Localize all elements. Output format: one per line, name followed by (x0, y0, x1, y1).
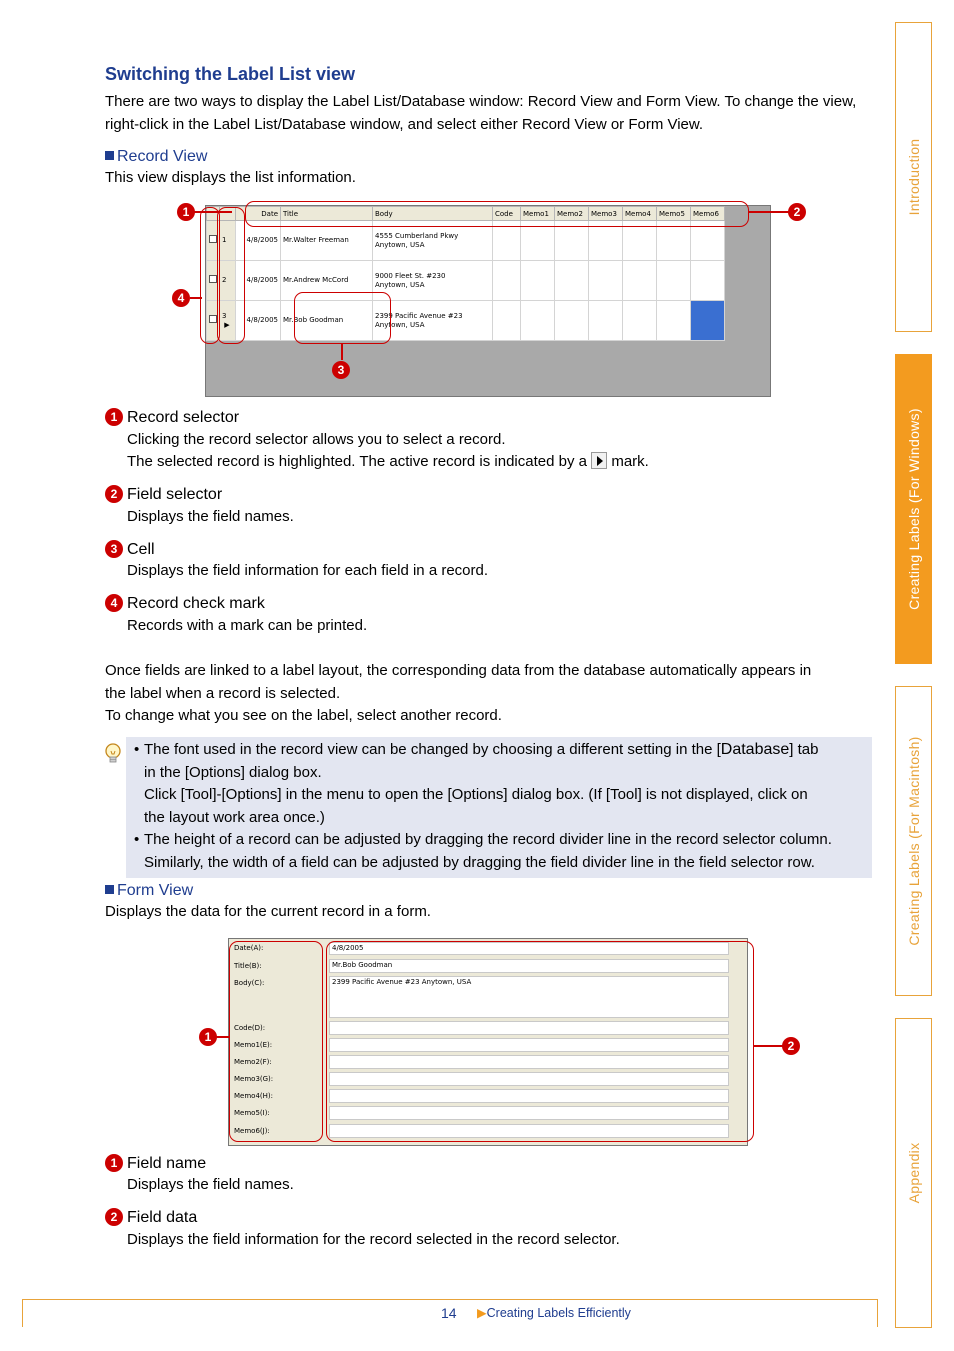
tab-macintosh-label: Creating Labels (For Macintosh) (905, 736, 922, 946)
record-view-screenshot (205, 205, 771, 397)
cell-selected[interactable] (691, 301, 725, 341)
item-number: 3 (105, 540, 123, 558)
tip-text: Similarly, the width of a field can be adjusted by dragging the field divider line in the field selector row. (144, 853, 815, 871)
column-header[interactable]: Memo2 (555, 207, 589, 221)
callout-number: 2 (782, 1037, 800, 1055)
section-intro: There are two ways to display the Label List/Database window: Record View and Form View. To change the view, right-click in the Label List/Database window, and select either Record View or Form View. (105, 93, 857, 133)
cell[interactable]: 4555 Cumberland Pkwy Anytown, USA (373, 221, 493, 261)
tab-appendix[interactable] (895, 1018, 932, 1328)
cell[interactable] (589, 261, 623, 301)
lightbulb-icon (104, 742, 122, 768)
record-selector-active[interactable]: 3 ▶ (220, 301, 236, 341)
table-row[interactable] (207, 261, 725, 301)
callout-number: 1 (199, 1028, 217, 1046)
field-name: Memo3(G): (234, 1075, 274, 1083)
cell[interactable]: Mr.Bob Goodman (281, 301, 373, 341)
form-view-heading: Form View (105, 882, 193, 900)
arrow-right-icon: ▶ (477, 1306, 487, 1320)
column-header[interactable]: Memo6 (691, 207, 725, 221)
section-title: Switching the Label List view (105, 64, 356, 84)
callout-field-selector (245, 201, 749, 227)
item-field-data-desc: Displays the field information for the record selected in the record selector. (127, 1231, 620, 1248)
tab-introduction-label: Introduction (905, 138, 922, 216)
item-record-selector: 1 Record selector (105, 408, 239, 427)
callout-number: 1 (177, 203, 195, 221)
item-field-name: 1 Field name (105, 1154, 206, 1173)
paragraph-line: Once fields are linked to a label layout, the corresponding data from the database automatically appears in (105, 662, 812, 679)
callout-number: 4 (172, 289, 190, 307)
square-bullet-icon (105, 885, 114, 894)
item-field-selector-desc: Displays the field names. (127, 508, 294, 525)
item-number: 1 (105, 1154, 123, 1172)
callout-number: 3 (332, 361, 350, 379)
item-cell: 3 Cell (105, 540, 155, 559)
field-data[interactable]: 4/8/2005 (329, 942, 729, 955)
cell[interactable] (657, 261, 691, 301)
active-record-marker-icon (591, 452, 607, 469)
column-header[interactable]: Memo5 (657, 207, 691, 221)
field-name: Code(D): (234, 1024, 266, 1032)
field-name: Memo1(E): (234, 1041, 273, 1049)
cell[interactable] (589, 301, 623, 341)
item-record-check-mark-desc: Records with a mark can be printed. (127, 617, 368, 634)
cell[interactable] (623, 301, 657, 341)
callout-number: 2 (788, 203, 806, 221)
page-number: 14 (441, 1305, 457, 1321)
tab-introduction[interactable] (895, 22, 932, 332)
callout-line (754, 1045, 784, 1047)
column-header[interactable]: Title (281, 207, 373, 221)
active-record-arrow-icon: ▶ (224, 320, 230, 329)
cell[interactable]: 4/8/2005 (236, 261, 281, 301)
field-name: Memo4(H): (234, 1092, 273, 1100)
field-data[interactable]: Mr.Bob Goodman (329, 959, 729, 973)
square-bullet-icon (105, 151, 114, 160)
cell[interactable] (623, 261, 657, 301)
callout-field-names (229, 941, 323, 1142)
column-header[interactable]: Memo3 (589, 207, 623, 221)
column-header[interactable]: Memo4 (623, 207, 657, 221)
item-record-check-mark: 4 Record check mark (105, 594, 265, 613)
paragraph-line: To change what you see on the label, select another record. (105, 707, 502, 724)
item-field-selector: 2 Field selector (105, 485, 222, 504)
cell[interactable]: 4/8/2005 (236, 221, 281, 261)
field-name: Memo5(I): (234, 1109, 270, 1117)
tab-windows-label: Creating Labels (For Windows) (905, 408, 922, 610)
callout-cell (294, 292, 391, 344)
item-number: 4 (105, 594, 123, 612)
item-field-name-desc: Displays the field names. (127, 1176, 294, 1193)
cell[interactable] (555, 301, 589, 341)
column-header[interactable]: Code (493, 207, 521, 221)
item-number: 2 (105, 485, 123, 503)
field-data[interactable]: 2399 Pacific Avenue #23 Anytown, USA (329, 976, 729, 1018)
callout-line (216, 1036, 230, 1038)
field-name: Memo6(J): (234, 1127, 270, 1135)
field-name: Body(C): (234, 979, 265, 987)
cell[interactable] (493, 301, 521, 341)
callout-line (749, 211, 789, 213)
tip-bullet: • The font used in the record view can be changed by choosing a different setting in the [Database] tab (134, 741, 819, 758)
tab-creating-labels-windows[interactable] (895, 354, 932, 664)
cell[interactable]: 2399 Pacific Avenue #23 Anytown, USA (373, 301, 493, 341)
field-name: Title(B): (234, 962, 262, 970)
cell[interactable]: Mr.Walter Freeman (281, 221, 373, 261)
item-field-data: 2 Field data (105, 1208, 197, 1227)
tip-bullet: • The height of a record can be adjusted by dragging the record divider line in the record selector column. (134, 831, 832, 848)
item-record-selector-desc: Clicking the record selector allows you to select a record. The selected record is highlighted. The active record is indicated by a mark. (127, 431, 649, 470)
column-header[interactable]: Date (236, 207, 281, 221)
table-row[interactable] (207, 301, 725, 341)
record-view-heading: Record View (105, 148, 207, 166)
column-header[interactable]: Body (373, 207, 493, 221)
callout-line (190, 297, 202, 299)
callout-field-data (326, 941, 754, 1142)
callout-line (194, 211, 232, 213)
callout-line (341, 344, 343, 360)
record-view-desc: This view displays the list information. (105, 169, 356, 186)
cell[interactable] (521, 301, 555, 341)
column-header[interactable]: Memo1 (521, 207, 555, 221)
tip-text: in the [Options] dialog box. (144, 763, 322, 781)
item-number: 2 (105, 1208, 123, 1226)
cell[interactable] (657, 301, 691, 341)
tab-creating-labels-macintosh[interactable] (895, 686, 932, 996)
tip-text: Click [Tool]-[Options] in the menu to open the [Options] dialog box. (If [Tool] is not displayed, click on (144, 786, 808, 803)
cell[interactable] (691, 261, 725, 301)
record-selector[interactable]: 2 (220, 261, 236, 301)
item-number: 1 (105, 408, 123, 426)
tab-appendix-label: Appendix (905, 1142, 922, 1204)
cell[interactable] (555, 261, 589, 301)
form-view-desc: Displays the data for the current record in a form. (105, 903, 431, 920)
record-selector[interactable]: 1 (220, 221, 236, 261)
tip-box (126, 737, 872, 878)
cell[interactable]: Mr.Andrew McCord (281, 261, 373, 301)
paragraph-line: the label when a record is selected. (105, 685, 341, 702)
item-cell-desc: Displays the field information for each field in a record. (127, 562, 489, 579)
callout-record-selector (217, 207, 245, 344)
cell[interactable]: 4/8/2005 (236, 301, 281, 341)
cell[interactable]: 9000 Fleet St. #230 Anytown, USA (373, 261, 493, 301)
cell[interactable] (493, 261, 521, 301)
cell[interactable] (521, 261, 555, 301)
footer-link[interactable]: ▶Creating Labels Efficiently (477, 1306, 631, 1320)
field-name: Memo2(F): (234, 1058, 272, 1066)
field-name: Date(A): (234, 944, 264, 952)
tip-text: the layout work area once.) (144, 808, 325, 826)
